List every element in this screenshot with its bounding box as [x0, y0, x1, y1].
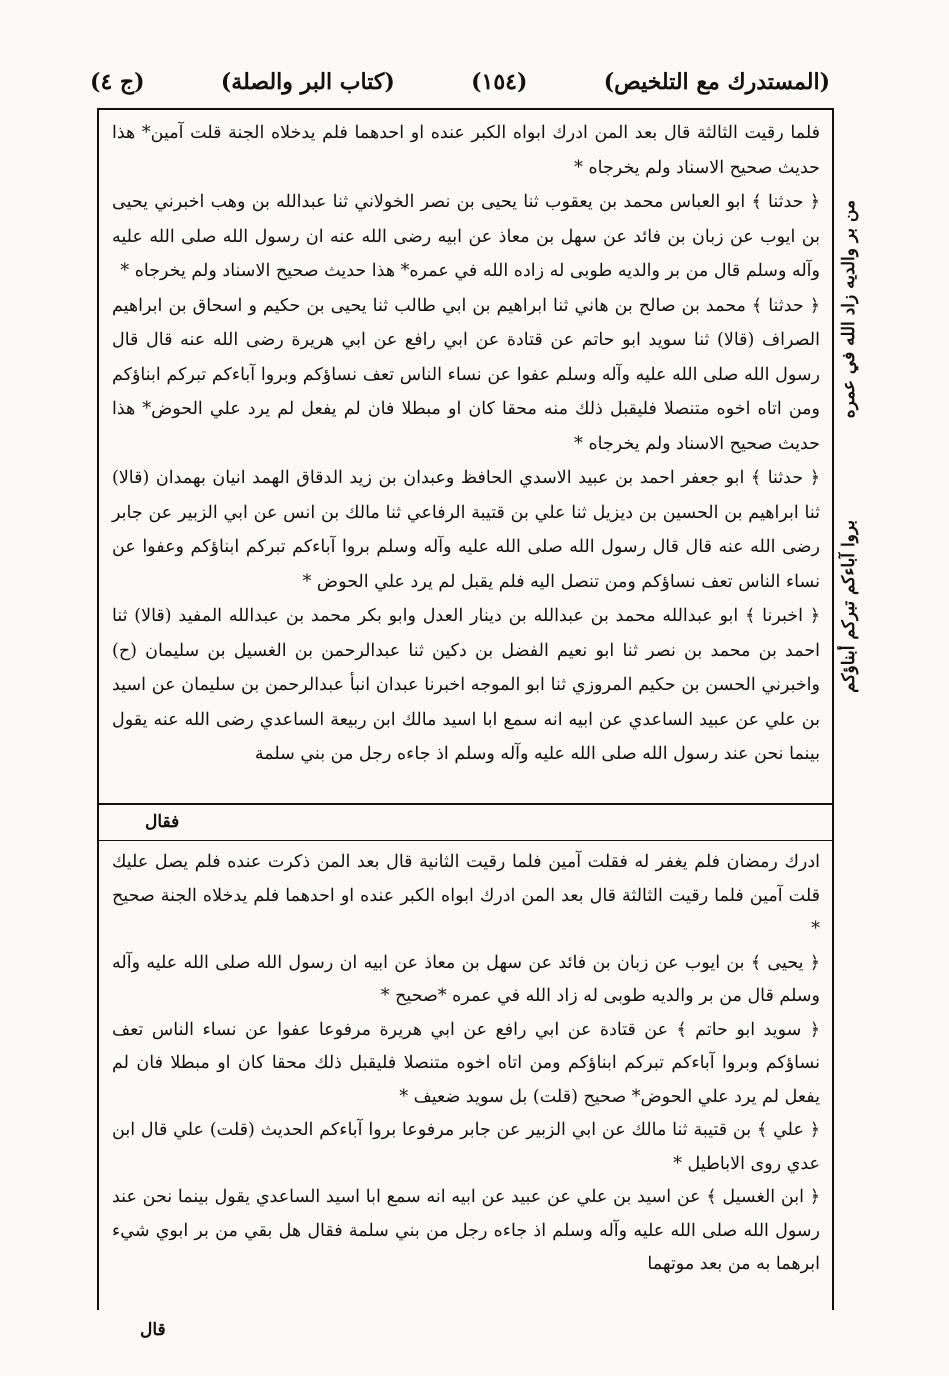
- talkhis-text: [112, 846, 820, 1282]
- main-paragraph: ﴿ حدثنا ﴾ ابو العباس محمد بن يعقوب ثنا يحيى بن نصر الخولاني ثنا عبدالله بن وهب اخبرني يحيى بن ايوب عن زبان بن فائد عن سهل بن معاذ عن ابيه رضى الله عنه ان رسول الله صلى الله عليه وآله وسلم قال من بر والديه طوبى له زاده الله في عمره* هذا حديث صحيح الاسناد ولم يخرجاه *: [112, 192, 820, 281]
- book-title: (المستدرك مع التلخيص): [603, 69, 830, 95]
- page-number: (١٥٤): [471, 69, 528, 95]
- main-paragraph: ﴿ اخبرنا ﴾ ابو عبدالله محمد بن عبدالله بن دينار العدل وابو بكر محمد بن عبدالله المفيد (قالا) ثنا احمد بن محمد بن نصر ثنا ابو نعيم الفضل بن دكين ثنا عبدالرحمن بن الغسيل بن سليمان (ح) واخبرني الحسن بن حكيم المروزي ثنا ابو الموجه اخبرنا عبدان انبأ عبدالرحمن بن سليمان عن اسيد بن علي عن عبيد الساعدي عن ابيه انه سمع ابا اسيد مالك ابن ربيعة الساعدي رضى الله عنه يقول بينما نحن عند رسول الله صلى الله عليه وآله وسلم اذ جاءه رجل من بني سلمة: [112, 606, 820, 764]
- talkhis-paragraph: ﴿ يحيى ﴾ بن ايوب عن زبان بن فائد عن سهل بن معاذ عن ابيه ان رسول الله صلى الله عليه وآله وسلم قال من بر والديه طوبى له زاد الله في عمره *صحيح *: [112, 952, 820, 1006]
- chapter-title: (كتاب البر والصلة): [220, 69, 395, 95]
- main-paragraph: ﴿ حدثنا ﴾ ابو جعفر احمد بن عبيد الاسدي الحافظ وعبدان بن زيد الدقاق الهمد انيان بهمدان (قالا) ثنا ابراهيم بن الحسين بن ديزيل ثنا علي بن قتيبة الرفاعي ثنا مالك بن انس عن ابي الزبير عن جابر رضى الله عنه قال قال رسول الله صلى الله عليه وآله وسلم بروا آباءكم تبركم ابناؤكم وعفوا عن نساء الناس تعف نساؤكم ومن تنصل اليه فلم يقبل لم يرد علي الحوض *: [112, 468, 820, 592]
- separator-top: [97, 803, 832, 805]
- catchword-main: فقال: [145, 812, 180, 832]
- volume-number: (ج ٤): [90, 69, 145, 95]
- talkhis-paragraph: ﴿ سويد ابو حاتم ﴾ عن قتادة عن ابي رافع عن ابي هريرة مرفوعا عفوا عن نساء الناس تعف نساؤكم وبروا آباءكم تبركم ابناؤكم ومن اتاه اخوه متنصلا فليقبل ذلك محقا كان او مبطلا فان لم يفعل لم يرد علي الحوض* صحيح (قلت) بل سويد ضعيف *: [112, 1019, 820, 1107]
- main-paragraph: ﴿ حدثنا ﴾ محمد بن صالح بن هاني ثنا ابراهيم بن ابي طالب ثنا يحيى بن حكيم و اسحاق بن ابراهيم الصراف (قالا) ثنا سويد ابو حاتم عن قتادة عن ابي رافع عن ابي هريرة رضى الله عنه قال قال رسول الله صلى الله عليه وآله وسلم عفوا عن نساء الناس تعف نساؤكم وبروا آباءكم تبركم ابناؤكم ومن اتاه اخوه متنصلا فليقبل ذلك منه محقا كان او مبطلا فان لم يفعل لم يرد علي الحوض* هذا حديث صحيح الاسناد ولم يخرجاه *: [112, 295, 820, 454]
- main-text: [112, 116, 820, 772]
- separator-bottom: [97, 840, 832, 841]
- catchword-talkhis: قال: [140, 1320, 166, 1340]
- margin-note-2: بروا آباءكم تبركم أبناؤكم: [839, 520, 859, 693]
- main-paragraph: فلما رقيت الثالثة قال بعد المن ادرك ابواه الكبر عنده او احدهما فلم يدخلاه الجنة قلت آمين* هذا حديث صحيح الاسناد ولم يخرجاه *: [112, 123, 820, 178]
- margin-note-1: من بر والديه زاد الله في عمره: [839, 200, 859, 419]
- talkhis-paragraph: ادرك رمضان فلم يغفر له فقلت آمين فلما رقيت الثانية قال بعد المن ذكرت عنده فلم يصل عليك قلت آمين فلما رقيت الثالثة قال بعد المن ادرك ابواه الكبر عنده او احدهما فلم يدخلاه الجنة صحيح *: [112, 852, 820, 939]
- page-header: [90, 62, 830, 102]
- talkhis-paragraph: ﴿ ابن الغسيل ﴾ عن اسيد بن علي عن عبيد عن ابيه انه سمع ابا اسيد الساعدي يقول بينما نحن عند رسول الله صلى الله عليه وآله وسلم اذ جاءه رجل من بني سلمة فقال هل بقي من بر ابوي شيء ابرهما به من بعد موتهما: [112, 1187, 820, 1274]
- talkhis-paragraph: ﴿ علي ﴾ بن قتيبة ثنا مالك عن ابي الزبير عن جابر مرفوعا بروا آباءكم الحديث (قلت) علي قال ابن عدي روى الاباطيل *: [112, 1120, 820, 1174]
